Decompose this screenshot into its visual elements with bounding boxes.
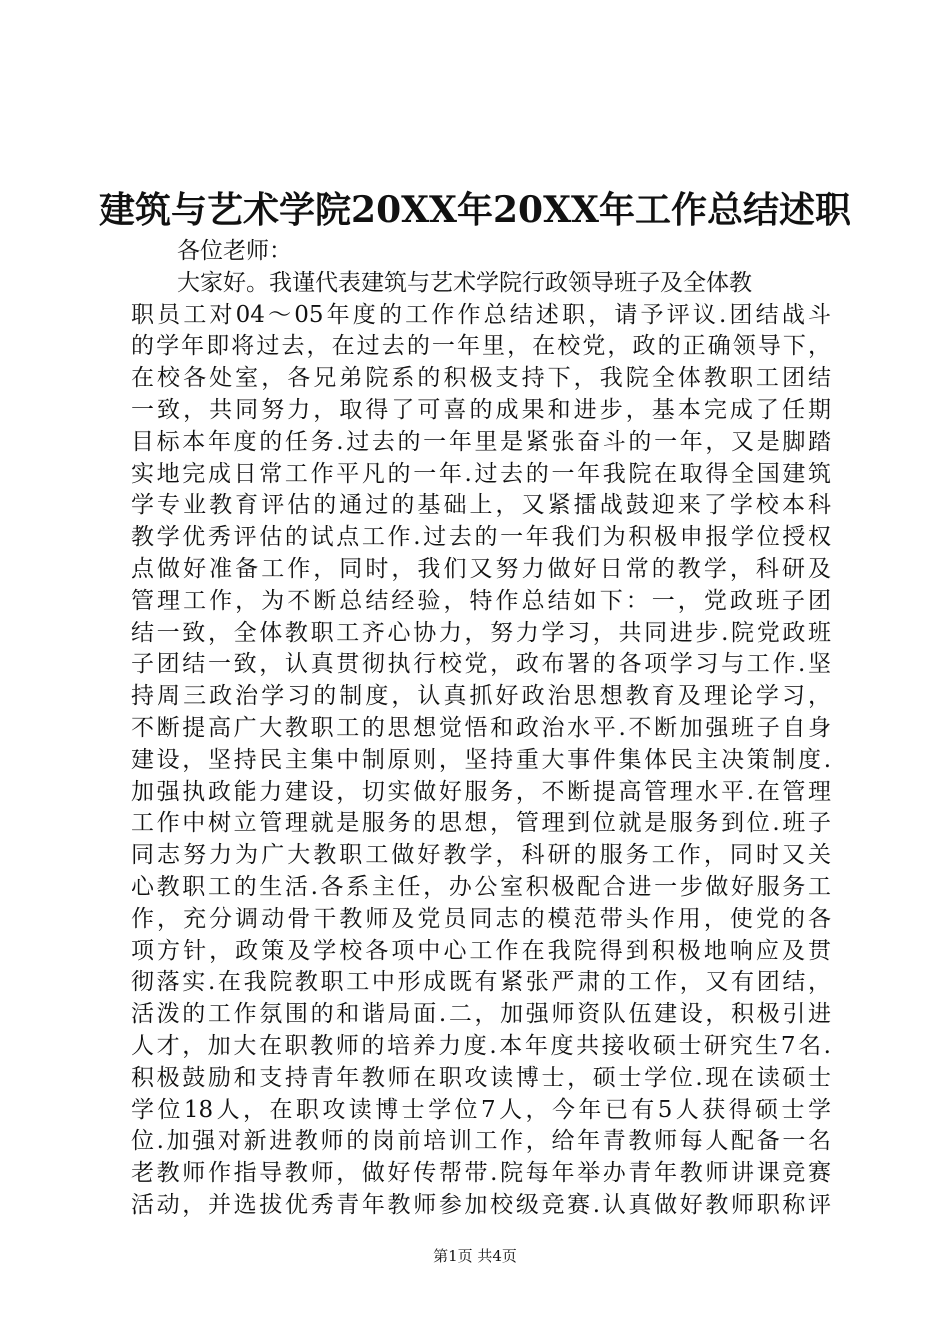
body-line: 人才，加大在职教师的培养力度.本年度共接收硕士研究生7名.	[131, 1032, 831, 1059]
body-line: 心教职工的生活.各系主任，办公室积极配合进一步做好服务工	[131, 873, 831, 900]
body-line: 点做好准备工作，同时，我们又努力做好日常的教学，科研及	[131, 555, 831, 582]
body-line: 实地完成日常工作平凡的一年.过去的一年我院在取得全国建筑	[131, 460, 831, 487]
body-line: 结一致，全体教职工齐心协力，努力学习，共同进步.院党政班	[131, 619, 831, 646]
body-line: 学位18人，在职攻读博士学位7人，今年已有5人获得硕士学	[131, 1096, 831, 1123]
body-line: 建设，坚持民主集中制原则，坚持重大事件集体民主决策制度.	[131, 746, 831, 773]
body-line: 持周三政治学习的制度，认真抓好政治思想教育及理论学习，	[131, 683, 831, 710]
body-line: 工作中树立管理就是服务的思想，管理到位就是服务到位.班子	[131, 810, 831, 837]
salutation: 各位老师：	[177, 238, 292, 264]
page-number-footer: 第1页 共4页	[433, 1247, 517, 1265]
body-line: 的学年即将过去，在过去的一年里，在校党，政的正确领导下，	[131, 333, 831, 360]
body-line: 大家好。我谨代表建筑与艺术学院行政领导班子及全体教	[177, 269, 752, 296]
body-line: 一致，共同努力，取得了可喜的成果和进步，基本完成了任期	[131, 396, 831, 423]
body-line: 活泼的工作氛围的和谐局面.二，加强师资队伍建设，积极引进	[131, 1001, 831, 1028]
body-line: 在校各处室，各兄弟院系的积极支持下，我院全体教职工团结	[131, 365, 831, 392]
body-line: 学专业教育评估的通过的基础上，又紧擂战鼓迎来了学校本科	[131, 492, 831, 519]
body-line: 教学优秀评估的试点工作.过去的一年我们为积极申报学位授权	[131, 524, 831, 551]
body-line: 职员工对04～05年度的工作作总结述职，请予评议.团结战斗	[131, 301, 831, 328]
body-line: 目标本年度的任务.过去的一年里是紧张奋斗的一年，又是脚踏	[131, 428, 831, 455]
body-line: 老教师作指导教师，做好传帮带.院每年举办青年教师讲课竞赛	[131, 1160, 831, 1187]
document-body	[131, 236, 831, 1222]
document-title: 建筑与艺术学院20XX年20XX年工作总结述职	[99, 189, 851, 231]
body-line: 同志努力为广大教职工做好教学，科研的服务工作，同时又关	[131, 842, 831, 869]
body-line: 子团结一致，认真贯彻执行校党，政布署的各项学习与工作.坚	[131, 651, 831, 678]
body-line: 位.加强对新进教师的岗前培训工作，给年青教师每人配备一名	[131, 1128, 831, 1155]
body-line: 不断提高广大教职工的思想觉悟和政治水平.不断加强班子自身	[131, 714, 831, 741]
body-line: 积极鼓励和支持青年教师在职攻读博士，硕士学位.现在读硕士	[131, 1064, 831, 1091]
body-line: 彻落实.在我院教职工中形成既有紧张严肃的工作，又有团结，	[131, 969, 831, 996]
body-line: 作，充分调动骨干教师及党员同志的模范带头作用，使党的各	[131, 905, 831, 932]
body-line: 加强执政能力建设，切实做好服务，不断提高管理水平.在管理	[131, 778, 831, 805]
body-line: 活动，并选拔优秀青年教师参加校级竞赛.认真做好教师职称评	[131, 1191, 831, 1218]
body-line: 项方针，政策及学校各项中心工作在我院得到积极地响应及贯	[131, 937, 831, 964]
body-line: 管理工作，为不断总结经验，特作总结如下：一，党政班子团	[131, 587, 831, 614]
